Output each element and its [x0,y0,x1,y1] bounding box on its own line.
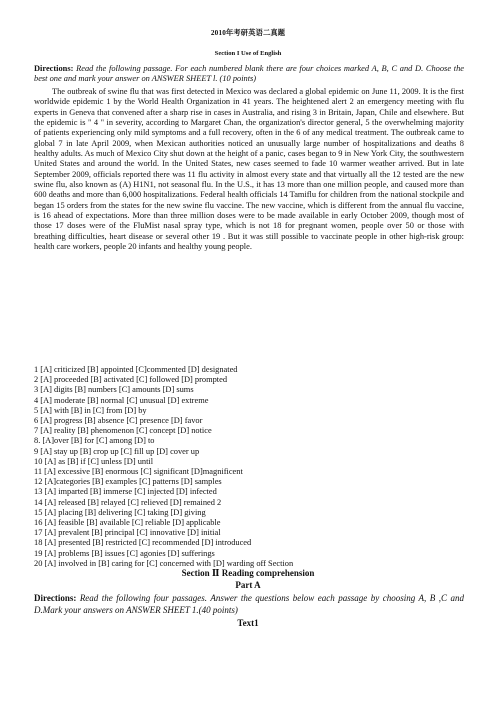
option-row: 9 [A] stay up [B] crop up [C] fill up [D] cover up [34,446,200,456]
section-1-directions [34,64,464,85]
option-row: 19 [A] problems [B] issues [C] agonies [D] sufferings [34,548,215,558]
option-row: 8. [A]over [B] for [C] among [D] to [34,436,155,446]
option-row: 14 [A] released [B] relayed [C] relieved [D] remained 2 [34,497,222,507]
option-row: 16 [A] feasible [B] available [C] reliable [D] applicable [34,518,221,528]
directions-2-label: Directions: [34,593,77,603]
document-title: 2010年考研英语二真题 [210,29,286,37]
option-row: 6 [A] progress [B] absence [C] presence [D] favor [34,416,203,426]
section-2-heading: Section Ⅱ Reading comprehension [181,568,315,578]
answer-options-list [34,365,464,569]
cloze-passage: The outbreak of swine flu that was first detected in Mexico was declared a global epidemic on June 11, 2009. It is the first worldwide epidemic 1 by the World Health Organization in 41 years. The heightened alert 2 an emergency meeting with flu experts in Geneva that convened after a sharp rise in cases in Australia, and rising 3 in Britain, Japan, Chile and elsewhere. But the epidemic is " 4 " in severity, according to Margaret Chan, the organization's director general, 5 the overwhelming majority of patients experiencing only mild symptoms and a full recovery, often in the 6 of any medical treatment. The outbreak came to global 7 in late April 2009, when Mexican authorities noticed an unusually large number of hospitalizations and deaths 8 healthy adults. As much of Mexico City shut down at the height of a panic, cases began to 9 in New York City, the southwestern United States and around the world. In the United States, new cases seemed to fade 10 warmer weather arrived. But in late September 2009, officials reported there was 11 flu activity in almost every state and that virtually all the 12 tested are the new swine flu, also known as (A) H1N1, not seasonal flu. In the U.S., it has 13 more than one million people, and caused more than 600 deaths and more than 6,000 hospitalizations. Federal health officials 14 Tamiflu for children from the national stockpile and began 15 orders from the states for the new swine flu vaccine. The new vaccine, which is different from the annual flu vaccine, is 16 ahead of expectations. More than three million doses were to be made available in early October 2009, though most of those 17 doses were of the FluMist nasal spray type, which is not 18 for pregnant women, people over 50 or those with breathing difficulties, heart disease or several other 19 . But it was still possible to vaccinate people in other high-risk group: health care workers, people 20 infants and healthy young people. [34,87,464,252]
section-1-heading: Section I Use of English [214,50,282,57]
option-row: 3 [A] digits [B] numbers [C] amounts [D] sums [34,385,194,395]
option-row: 10 [A] as [B] if [C] unless [D] until [34,456,154,466]
part-a-heading: Part A [235,580,261,590]
option-row: 17 [A] prevalent [B] principal [C] innovative [D] initial [34,528,221,538]
option-row: 18 [A] presented [B] restricted [C] recommended [D] introduced [34,538,252,548]
section-2-directions [34,592,464,616]
directions-text: Read the following passage. For each numbered blank there are four choices marked A, B, C and D. Choose the best one and mark your answer on ANSWER SHEET l. (10 points) [34,64,464,84]
option-row: 20 [A] involved in [B] caring for [C] concerned with [D] warding off Section [34,558,294,568]
directions-2-text-italic: Mark your answers on ANSWER SHEET 1.(40 points) [42,605,238,615]
option-row: 1 [A] criticized [B] appointed [C]commented [D] designated [34,365,238,374]
option-row: 13 [A] imparted [B] immerse [C] injected [D] infected [34,487,217,497]
text1-heading: Text1 [237,618,259,628]
option-row: 4 [A] moderate [B] normal [C] unusual [D] extreme [34,395,209,405]
option-row: 2 [A] proceeded [B] activated [C] followed [D] prompted [34,375,228,385]
option-row: 11 [A] excessive [B] enormous [C] significant [D]magnificent [34,467,243,477]
option-row: 7 [A] reality [B] phenomenon [C] concept [D] notice [34,426,212,436]
option-row: 15 [A] placing [B] delivering [C] taking [D] giving [34,507,206,517]
directions-label: Directions: [34,64,74,73]
option-row: 5 [A] with [B] in [C] from [D] by [34,405,147,415]
option-row: 12 [A]categories [B] examples [C] patterns [D] samples [34,477,222,487]
directions-2-text: Read the following four passages. Answer the questions below each passage by choosing A, B ,C and D. [34,593,464,615]
